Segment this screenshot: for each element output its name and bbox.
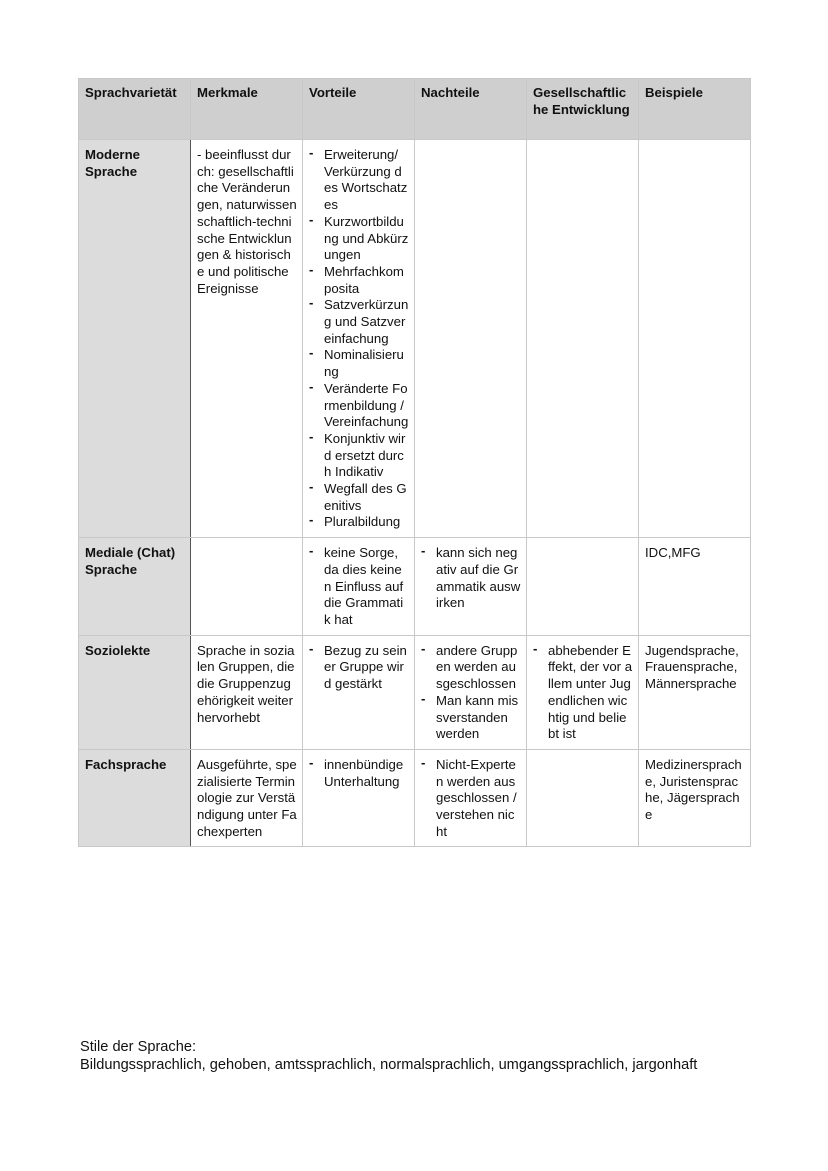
list-item: - Wegfall des Genitivs: [309, 481, 409, 514]
header-entwicklung: Gesellschaftliche Entwicklung: [527, 79, 639, 140]
list-item: - Man kann missverstanden werden: [421, 693, 521, 743]
header-sprachvarietaet: Sprachvarietät: [79, 79, 191, 140]
beispiele-cell: [639, 140, 751, 538]
footer-text: Bildungssprachlich, gehoben, amtssprachlich, normalsprachlich, umgangssprachlich, jargonhaft: [80, 1057, 698, 1073]
vorteile-cell-list: [309, 757, 409, 790]
vorteile-cell-list: [309, 147, 409, 531]
nachteile-cell-list: [421, 545, 521, 612]
header-nachteile: Nachteile: [415, 79, 527, 140]
list-item: - keine Sorge, da dies keinen Einfluss auf die Grammatik hat: [309, 545, 409, 629]
list-item: - Pluralbildung: [309, 514, 409, 531]
row-label: Mediale (Chat) Sprache: [79, 538, 191, 636]
row-label: Soziolekte: [79, 635, 191, 749]
list-item: - Bezug zu seiner Gruppe wird gestärkt: [309, 643, 409, 693]
list-item: - Nicht-Experten werden ausgeschlossen / verstehen nicht: [421, 757, 521, 841]
table-row: [79, 140, 751, 538]
list-item: - andere Gruppen werden ausgeschlossen: [421, 643, 521, 693]
nachteile-cell-list: [421, 757, 521, 841]
header-vorteile: Vorteile: [303, 79, 415, 140]
row-label: Moderne Sprache: [79, 140, 191, 538]
list-item: - Erweiterung/ Verkürzung des Wortschatzes: [309, 147, 409, 214]
list-item: - Nominalisierung: [309, 347, 409, 380]
nachteile-cell: [415, 538, 527, 636]
merkmale-cell: Sprache in sozialen Gruppen, die die Gruppenzugehörigkeit weiter hervorhebt: [191, 635, 303, 749]
table-body: [79, 140, 751, 847]
table-header-row: [79, 79, 751, 140]
list-item: - Kurzwortbildung und Abkürzungen: [309, 214, 409, 264]
vorteile-cell-list: [309, 643, 409, 693]
entwicklung-cell-list: [533, 643, 633, 743]
entwicklung-cell: [527, 749, 639, 847]
beispiele-cell: IDC,MFG: [639, 538, 751, 636]
row-label: Fachsprache: [79, 749, 191, 847]
footer-section: [80, 1038, 780, 1074]
nachteile-cell: [415, 635, 527, 749]
merkmale-cell: Ausgeführte, spezialisierte Terminologie zur Verständigung unter Fachexperten: [191, 749, 303, 847]
list-item: - Konjunktiv wird ersetzt durch Indikativ: [309, 431, 409, 481]
merkmale-cell: [191, 538, 303, 636]
header-merkmale: Merkmale: [191, 79, 303, 140]
vorteile-cell: [303, 538, 415, 636]
table-row: [79, 635, 751, 749]
vorteile-cell: [303, 749, 415, 847]
entwicklung-cell: [527, 538, 639, 636]
entwicklung-cell: [527, 635, 639, 749]
vorteile-cell: [303, 140, 415, 538]
list-item: - Veränderte Formenbildung / Vereinfachung: [309, 381, 409, 431]
list-item: - innenbündige Unterhaltung: [309, 757, 409, 790]
header-beispiele: Beispiele: [639, 79, 751, 140]
entwicklung-cell: [527, 140, 639, 538]
merkmale-cell: - beeinflusst durch: gesellschaftliche Veränderungen, naturwissenschaftlich-technische Entwicklungen & historische und politische Ereignisse: [191, 140, 303, 538]
list-item: - Mehrfachkomposita: [309, 264, 409, 297]
beispiele-cell: Jugendsprache, Frauensprache, Männersprache: [639, 635, 751, 749]
beispiele-cell: Medizinersprache, Juristensprache, Jägersprache: [639, 749, 751, 847]
vorteile-cell-list: [309, 545, 409, 629]
list-item: - kann sich negativ auf die Grammatik auswirken: [421, 545, 521, 612]
table-row: [79, 749, 751, 847]
vorteile-cell: [303, 635, 415, 749]
language-varieties-table: [78, 78, 751, 847]
table-row: [79, 538, 751, 636]
nachteile-cell-list: [421, 643, 521, 743]
list-item: - Satzverkürzung und Satzvereinfachung: [309, 297, 409, 347]
footer-title: Stile der Sprache:: [80, 1039, 197, 1055]
nachteile-cell: [415, 749, 527, 847]
list-item: - abhebender Effekt, der vor allem unter Jugendlichen wichtig und beliebt ist: [533, 643, 633, 743]
nachteile-cell: [415, 140, 527, 538]
